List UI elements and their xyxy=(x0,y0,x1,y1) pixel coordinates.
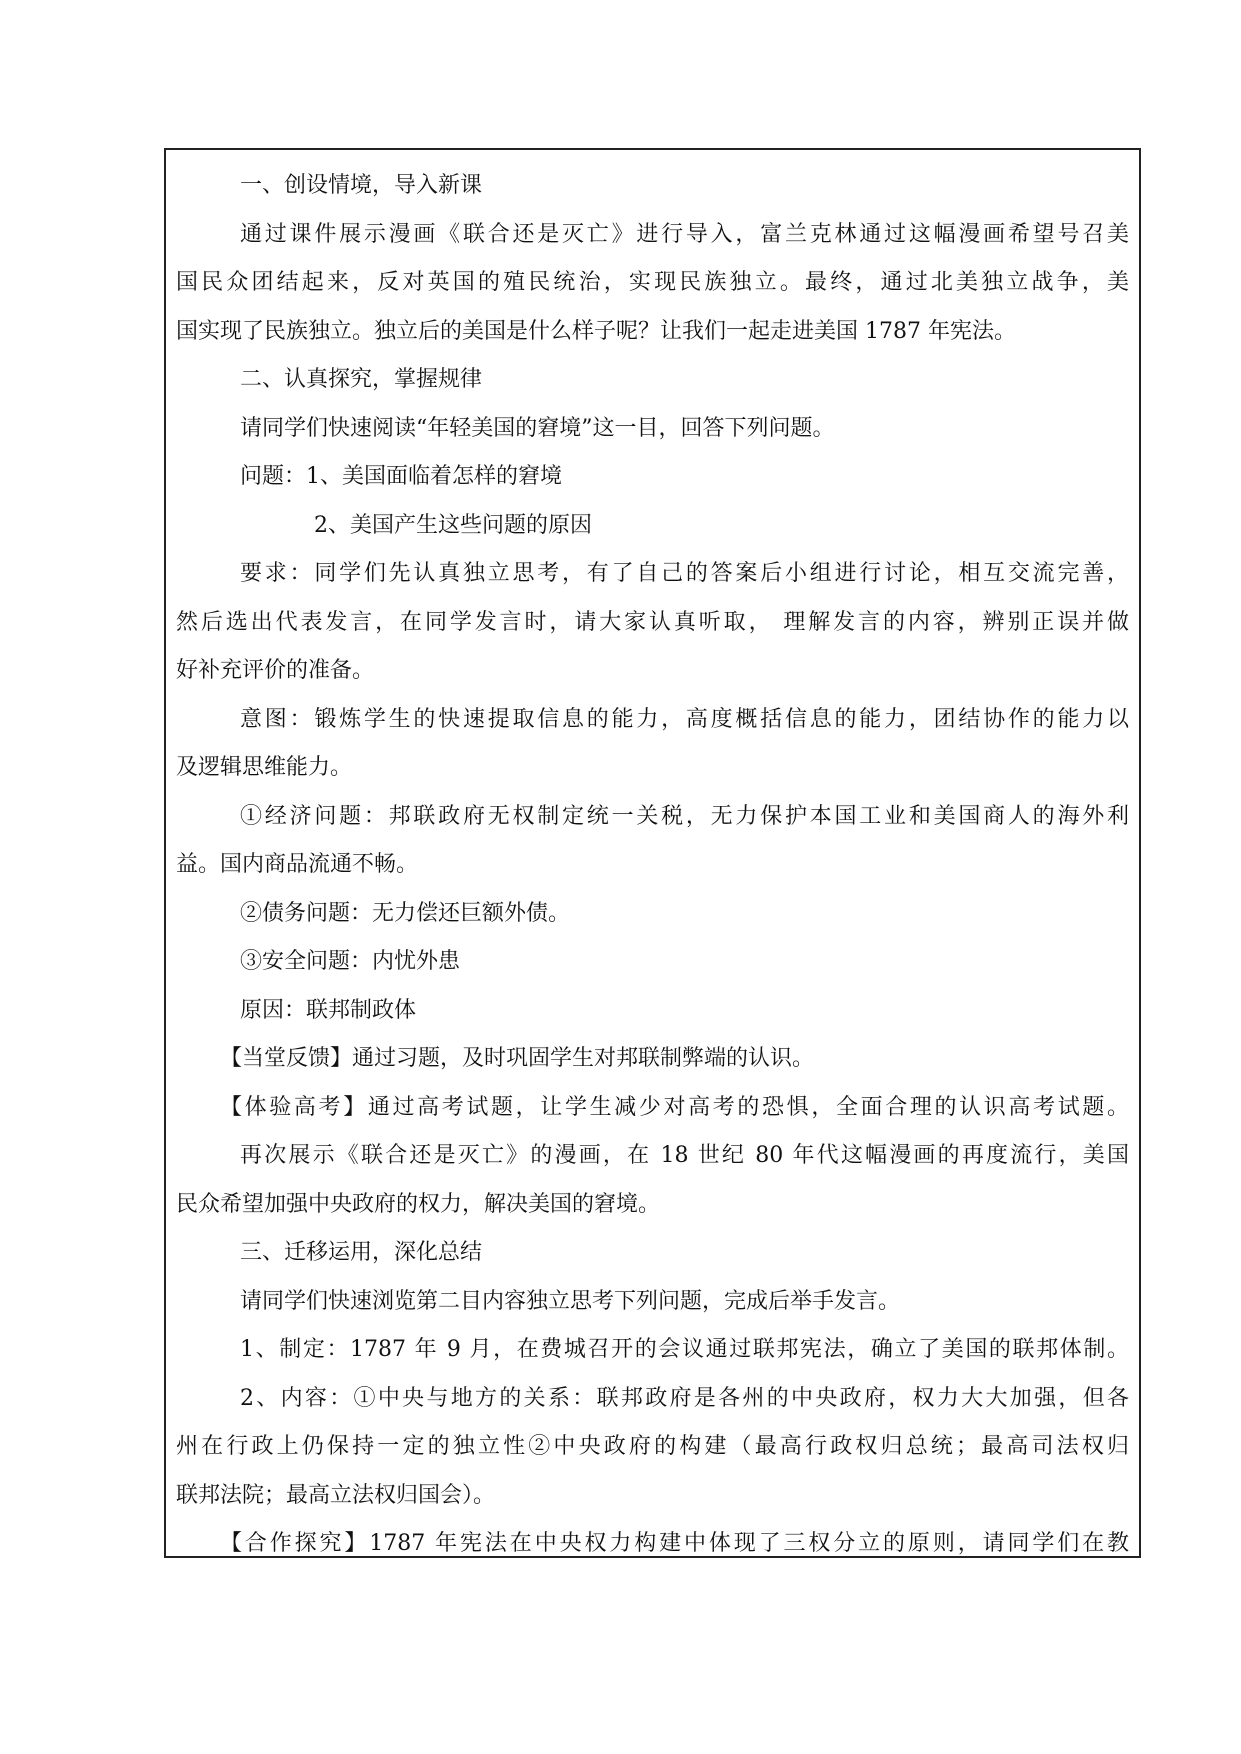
section-heading-1: 一、创设情境，导入新课 xyxy=(240,173,483,198)
paragraph-line: 再次展示《联合还是灭亡》的漫画，在 18 世纪 80 年代这幅漫画的再度流行，美国 xyxy=(240,1143,1129,1168)
paragraph-line: 州在行政上仍保持一定的独立性②中央政府的构建（最高行政权归总统；最高司法权归 xyxy=(176,1434,1129,1459)
paragraph-line: 意图：锻炼学生的快速提取信息的能力，高度概括信息的能力，团结协作的能力以 xyxy=(240,706,1129,732)
section-heading-3: 三、迁移运用，深化总结 xyxy=(240,1240,483,1265)
paragraph-line: 请同学们快速阅读“年轻美国的窘境”这一目，回答下列问题。 xyxy=(240,415,835,441)
section-heading-2: 二、认真探究，掌握规律 xyxy=(240,367,483,392)
question-line: 问题：1、美国面临着怎样的窘境 xyxy=(240,464,562,489)
paragraph-line: ①经济问题：邦联政府无权制定统一关税，无力保护本国工业和美国商人的海外利 xyxy=(240,803,1129,829)
paragraph-line: 通过课件展示漫画《联合还是灭亡》进行导入，富兰克林通过这幅漫画希望号召美 xyxy=(240,221,1129,247)
paragraph-line: 原因：联邦制政体 xyxy=(240,997,417,1023)
paragraph-line: 益。国内商品流通不畅。 xyxy=(176,852,419,877)
paragraph-line: 请同学们快速浏览第二目内容独立思考下列问题，完成后举手发言。 xyxy=(240,1288,901,1314)
paragraph-line: 联邦法院；最高立法权归国会）。 xyxy=(176,1482,496,1508)
paragraph-line: 【体验高考】通过高考试题，让学生减少对高考的恐惧，全面合理的认识高考试题。 xyxy=(220,1094,1129,1120)
paragraph-line: ②债务问题：无力偿还巨额外债。 xyxy=(240,900,571,926)
document-frame xyxy=(164,148,1141,1558)
paragraph-line: 要求：同学们先认真独立思考，有了自己的答案后小组进行讨论，相互交流完善， xyxy=(240,561,1129,586)
document-body xyxy=(166,150,1139,1558)
paragraph-line: 好补充评价的准备。 xyxy=(176,658,375,683)
paragraph-line: 及逻辑思维能力。 xyxy=(176,755,353,780)
paragraph-line: 民众希望加强中央政府的权力，解决美国的窘境。 xyxy=(176,1191,661,1217)
paragraph-line: 国实现了民族独立。独立后的美国是什么样子呢？让我们一起走进美国 1787 年宪法。 xyxy=(176,318,1016,344)
paragraph-line: 【当堂反馈】通过习题，及时巩固学生对邦联制弊端的认识。 xyxy=(220,1046,815,1071)
paragraph-line: ③安全问题：内忧外患 xyxy=(240,949,461,974)
paragraph-line: 1、制定：1787 年 9 月，在费城召开的会议通过联邦宪法，确立了美国的联邦体制。 xyxy=(240,1337,1129,1362)
paragraph-line: 【合作探究】1787 年宪法在中央权力构建中体现了三权分立的原则，请同学们在教 xyxy=(220,1531,1129,1556)
question-line: 2、美国产生这些问题的原因 xyxy=(314,512,592,538)
paragraph-line: 国民众团结起来，反对英国的殖民统治，实现民族独立。最终，通过北美独立战争，美 xyxy=(176,270,1129,295)
paragraph-line: 然后选出代表发言，在同学发言时，请大家认真听取， 理解发言的内容，辨别正误并做 xyxy=(176,609,1129,635)
paragraph-line: 2、内容：①中央与地方的关系：联邦政府是各州的中央政府，权力大大加强，但各 xyxy=(240,1385,1129,1411)
